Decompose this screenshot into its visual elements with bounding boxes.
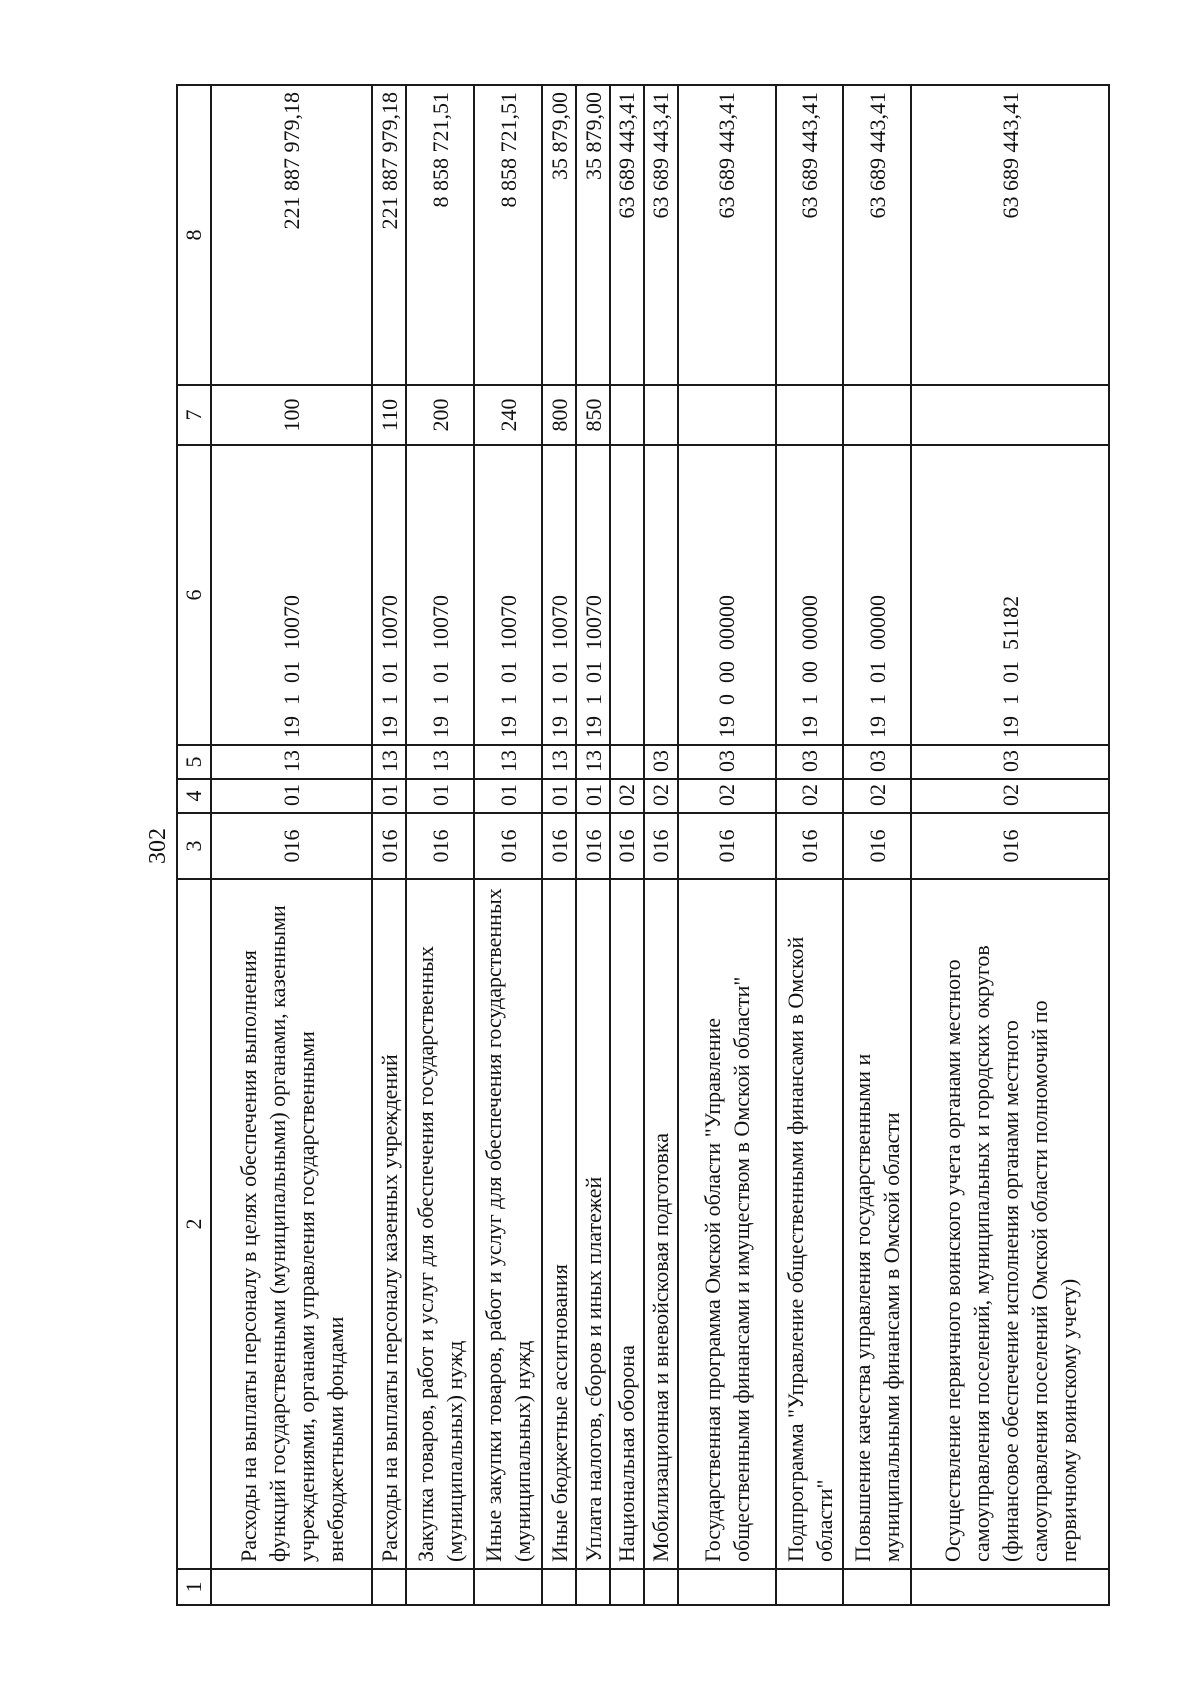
item-name-cell: Расходы на выплаты персоналу в целях обеспечения выполнения функций государственными (муниципальными) органами, казенными учреждениями, органами управления государственными внебюджетными фондами	[211, 879, 372, 1569]
ministry-code-cell: 016	[372, 813, 406, 879]
item-name-cell: Государственная программа Омской области "Управление общественными финансами и имуществом в Омской области"	[678, 879, 776, 1569]
amount-cell: 63 689 443,41	[610, 85, 644, 385]
section-code-cell: 01	[474, 779, 542, 813]
subsection-code-cell: 13	[576, 745, 610, 779]
row-number-cell	[610, 1569, 644, 1605]
target-article-cell: 19 1 01 10070	[406, 445, 474, 745]
section-code-cell: 02	[843, 779, 911, 813]
subsection-code-cell	[610, 745, 644, 779]
amount-cell: 63 689 443,41	[776, 85, 844, 385]
table-row	[474, 85, 542, 1605]
row-number-cell	[678, 1569, 776, 1605]
target-article-cell: 19 1 01 10070	[474, 445, 542, 745]
subsection-code-cell: 13	[474, 745, 542, 779]
target-article-cell: 19 1 01 51182	[911, 445, 1109, 745]
header-cell-7: 7	[177, 385, 211, 445]
ministry-code-cell: 016	[911, 813, 1109, 879]
section-code-cell: 02	[911, 779, 1109, 813]
target-article-cell	[610, 445, 644, 745]
row-number-cell	[372, 1569, 406, 1605]
amount-cell: 63 689 443,41	[911, 85, 1109, 385]
target-article-cell: 19 1 01 00000	[843, 445, 911, 745]
section-code-cell: 02	[610, 779, 644, 813]
subsection-code-cell: 03	[776, 745, 844, 779]
section-code-cell: 01	[372, 779, 406, 813]
expense-type-cell	[911, 385, 1109, 445]
amount-cell: 35 879,00	[576, 85, 610, 385]
subsection-code-cell: 03	[678, 745, 776, 779]
header-cell-8: 8	[177, 85, 211, 385]
subsection-code-cell: 03	[644, 745, 678, 779]
header-row	[177, 85, 211, 1605]
row-number-cell	[776, 1569, 844, 1605]
amount-cell: 221 887 979,18	[372, 85, 406, 385]
target-article-cell: 19 0 00 00000	[678, 445, 776, 745]
ministry-code-cell: 016	[406, 813, 474, 879]
item-name-cell: Иные закупки товаров, работ и услуг для обеспечения государственных (муниципальных) нужд	[474, 879, 542, 1569]
row-number-cell	[406, 1569, 474, 1605]
expense-type-cell: 800	[542, 385, 576, 445]
section-code-cell: 02	[776, 779, 844, 813]
expense-type-cell: 240	[474, 385, 542, 445]
expense-type-cell	[610, 385, 644, 445]
expense-type-cell: 100	[211, 385, 372, 445]
target-article-cell: 19 1 01 10070	[372, 445, 406, 745]
amount-cell: 8 858 721,51	[406, 85, 474, 385]
header-cell-1: 1	[177, 1569, 211, 1605]
target-article-cell: 19 1 01 10070	[542, 445, 576, 745]
subsection-code-cell: 03	[911, 745, 1109, 779]
amount-cell: 63 689 443,41	[678, 85, 776, 385]
row-number-cell	[644, 1569, 678, 1605]
table-row	[843, 85, 911, 1605]
item-name-cell: Мобилизационная и вневойсковая подготовка	[644, 879, 678, 1569]
amount-cell: 63 689 443,41	[843, 85, 911, 385]
item-name-cell: Осуществление первичного воинского учета органами местного самоуправления поселений, муниципальных и городских округов (финансовое обеспечение исполнения органами местного самоуправления поселений Омской области полномочий по первичному воинскому учету)	[911, 879, 1109, 1569]
target-article-cell	[644, 445, 678, 745]
ministry-code-cell: 016	[644, 813, 678, 879]
amount-cell: 8 858 721,51	[474, 85, 542, 385]
item-name-cell: Подпрограмма "Управление общественными финансами в Омской области"	[776, 879, 844, 1569]
subsection-code-cell: 03	[843, 745, 911, 779]
expense-type-cell: 850	[576, 385, 610, 445]
subsection-code-cell: 13	[372, 745, 406, 779]
item-name-cell: Расходы на выплаты персоналу казенных учреждений	[372, 879, 406, 1569]
section-code-cell: 01	[406, 779, 474, 813]
rotated-table-sheet	[140, 86, 1110, 1606]
table-row	[911, 85, 1109, 1605]
item-name-cell: Национальная оборона	[610, 879, 644, 1569]
amount-cell: 35 879,00	[542, 85, 576, 385]
expense-type-cell	[776, 385, 844, 445]
expense-type-cell: 110	[372, 385, 406, 445]
ministry-code-cell: 016	[211, 813, 372, 879]
item-name-cell: Повышение качества управления государственными и муниципальными финансами в Омской области	[843, 879, 911, 1569]
expense-type-cell: 200	[406, 385, 474, 445]
header-cell-4: 4	[177, 779, 211, 813]
target-article-cell: 19 1 00 00000	[776, 445, 844, 745]
amount-cell: 63 689 443,41	[644, 85, 678, 385]
table-row	[678, 85, 776, 1605]
row-number-cell	[843, 1569, 911, 1605]
amount-cell: 221 887 979,18	[211, 85, 372, 385]
section-code-cell: 01	[211, 779, 372, 813]
ministry-code-cell: 016	[542, 813, 576, 879]
row-number-cell	[911, 1569, 1109, 1605]
row-number-cell	[211, 1569, 372, 1605]
ministry-code-cell: 016	[474, 813, 542, 879]
header-cell-2: 2	[177, 879, 211, 1569]
ministry-code-cell: 016	[610, 813, 644, 879]
section-code-cell: 02	[678, 779, 776, 813]
header-cell-6: 6	[177, 445, 211, 745]
ministry-code-cell: 016	[678, 813, 776, 879]
subsection-code-cell: 13	[542, 745, 576, 779]
header-cell-5: 5	[177, 745, 211, 779]
ministry-code-cell: 016	[776, 813, 844, 879]
target-article-cell: 19 1 01 10070	[576, 445, 610, 745]
table-row	[406, 85, 474, 1605]
table-row	[542, 85, 576, 1605]
budget-table	[176, 84, 1110, 1606]
expense-type-cell	[644, 385, 678, 445]
item-name-cell: Уплата налогов, сборов и иных платежей	[576, 879, 610, 1569]
section-code-cell: 01	[542, 779, 576, 813]
table-row	[644, 85, 678, 1605]
row-number-cell	[576, 1569, 610, 1605]
ministry-code-cell: 016	[576, 813, 610, 879]
page-number: 302	[145, 828, 171, 864]
table-row	[372, 85, 406, 1605]
table-row	[576, 85, 610, 1605]
row-number-cell	[474, 1569, 542, 1605]
section-code-cell: 01	[576, 779, 610, 813]
target-article-cell: 19 1 01 10070	[211, 445, 372, 745]
subsection-code-cell: 13	[406, 745, 474, 779]
ministry-code-cell: 016	[843, 813, 911, 879]
item-name-cell: Иные бюджетные ассигнования	[542, 879, 576, 1569]
item-name-cell: Закупка товаров, работ и услуг для обеспечения государственных (муниципальных) нужд	[406, 879, 474, 1569]
section-code-cell: 02	[644, 779, 678, 813]
header-cell-3: 3	[177, 813, 211, 879]
table-row	[610, 85, 644, 1605]
expense-type-cell	[843, 385, 911, 445]
table-row	[211, 85, 372, 1605]
expense-type-cell	[678, 385, 776, 445]
row-number-cell	[542, 1569, 576, 1605]
table-row	[776, 85, 844, 1605]
subsection-code-cell: 13	[211, 745, 372, 779]
